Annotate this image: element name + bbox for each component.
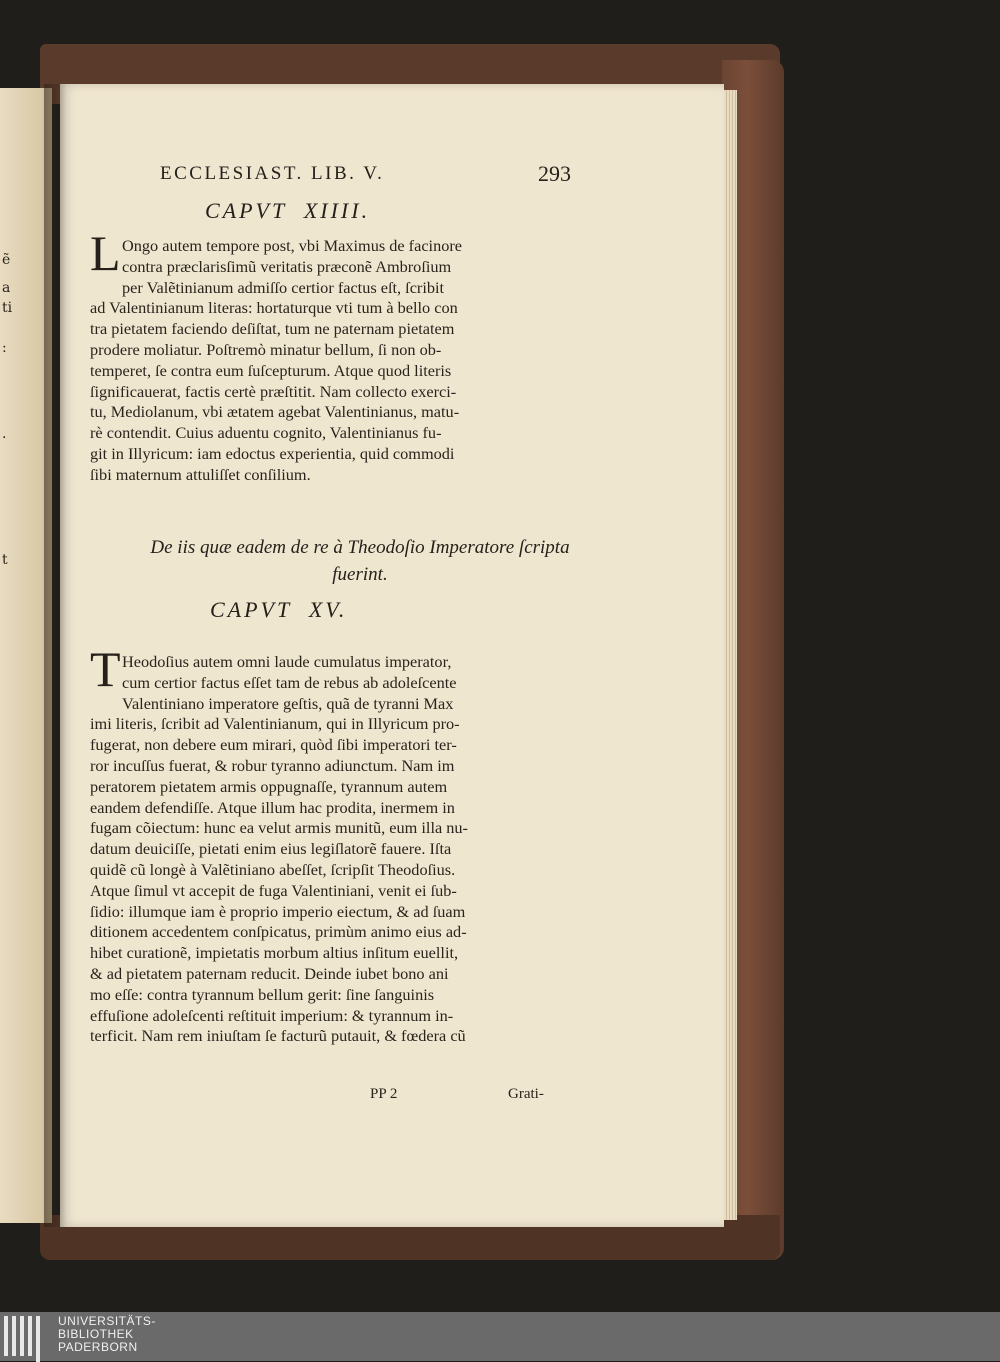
catchword: Grati- bbox=[508, 1086, 544, 1102]
text-line: Heodoſius autem omni laude cumulatus imperator, bbox=[122, 652, 452, 671]
text-line: ad Valentinianum literas: hortaturque vti tum à bello con bbox=[90, 298, 458, 318]
text-line: hibet curationẽ, impietatis morbum altius inſitum euellit, bbox=[90, 943, 459, 963]
left-page-fragment: : bbox=[2, 340, 7, 356]
library-name-line2: BIBLIOTHEK bbox=[58, 1327, 134, 1341]
page-number: 293 bbox=[538, 161, 571, 186]
text-line: fugam cõiectum: hunc ea velut armis munitũ, eum illa nu- bbox=[90, 818, 468, 838]
text-line: effuſione adoleſcenti reſtituit imperium: & tyrannum in- bbox=[90, 1005, 454, 1025]
text-line: datum deuiciſſe, pietati enim eius legiſlatorẽ fauere. Iſta bbox=[90, 839, 452, 859]
text-line: ditionem accedentem conſpicatus, primùm animo eius ad- bbox=[90, 922, 467, 942]
text-line: & ad pietatem paternam reducit. Deinde iubet bono ani bbox=[90, 963, 449, 983]
running-head-title: ECCLESIAST. LIB. V. bbox=[160, 163, 385, 184]
text-line: git in Illyricum: iam edoctus experientia, quid commodi bbox=[90, 443, 455, 463]
text-line: mo eſſe: contra tyrannum bellum gerit: ſine ſanguinis bbox=[90, 984, 435, 1004]
text-line: per Valẽtinianum admiſſo certior factus eſt, ſcribit bbox=[122, 277, 445, 297]
text-line: Ongo autem tempore post, vbi Maximus de facinore bbox=[122, 236, 463, 255]
left-page-fragment: ẽ bbox=[2, 252, 11, 268]
text-line: imi literis, ſcribit ad Valentinianum, qui in Illyricum pro- bbox=[90, 714, 460, 734]
text-line: Valentiniano imperatore geſtis, quã de tyranni Max bbox=[122, 693, 454, 713]
left-page-fragment: · bbox=[2, 430, 7, 446]
left-page-fragment: t bbox=[2, 552, 8, 568]
text-line: peratorem pietatem armis oppugnaſſe, tyrannum autem bbox=[90, 776, 448, 796]
chapter-15-title: De iis quæ eadem de re à Theodoſio Imperatore ſcripta fuerint. bbox=[150, 537, 570, 585]
text-line: ſidio: illumque iam è proprio imperio eiectum, & ad ſuam bbox=[90, 901, 466, 921]
text-line: cum certior factus eſſet tam de rebus ab adoleſcente bbox=[122, 672, 457, 692]
left-page-fragment: ti bbox=[2, 300, 13, 316]
library-name bbox=[58, 1315, 156, 1354]
left-page-fragment: a bbox=[2, 280, 11, 296]
library-name-line1: UNIVERSITÄTS- bbox=[58, 1314, 156, 1328]
spine-shadow bbox=[44, 84, 66, 1227]
text-line: Atque ſimul vt accepit de fuga Valentiniani, venit ei ſub- bbox=[90, 880, 457, 900]
text-line: ſibi maternum attuliſſet conſilium. bbox=[90, 464, 311, 484]
text-line: eandem defendiſſe. Atque illum hac prodita, inermem in bbox=[90, 797, 455, 817]
chapter-15-text bbox=[90, 652, 570, 1047]
text-line: ror incuſſus fuerat, & robur tyranno adiunctum. Nam im bbox=[90, 755, 455, 775]
signature-mark: PP 2 bbox=[370, 1086, 398, 1102]
library-logo-icon bbox=[4, 1316, 46, 1358]
text-line: rè contendit. Cuius aduentu cognito, Valentinianus fu- bbox=[90, 423, 442, 443]
chapter-heading-15: CAPVT XV. bbox=[210, 597, 348, 622]
library-name-line3: PADERBORN bbox=[58, 1340, 138, 1354]
text-line: prodere moliatur. Poſtremò minatur bellum, ſi non ob- bbox=[90, 339, 442, 359]
text-line: quidẽ cũ longè à Valẽtiniano abeſſet, ſcripſit Theodoſius. bbox=[90, 859, 456, 879]
text-line: temperet, ſe contra eum ſuſcepturum. Atque quod literis bbox=[90, 360, 452, 380]
chapter-14-text bbox=[90, 236, 570, 486]
chapter-heading-14: CAPVT XIIII. bbox=[205, 198, 371, 223]
text-line: tra pietatem faciendo deſiſtat, tum ne paternam pietatem bbox=[90, 319, 455, 339]
text-line: tu, Mediolanum, vbi ætatem agebat Valentinianus, matu- bbox=[90, 402, 460, 422]
drop-cap-t: T bbox=[90, 641, 121, 697]
text-line: terficit. Nam rem iniuſtam ſe facturũ putauit, & fœdera cũ bbox=[90, 1026, 466, 1046]
drop-cap-l: L bbox=[90, 225, 121, 281]
library-footer bbox=[0, 1312, 1000, 1361]
text-line: ſignificauerat, factis certè præſtitit. Nam collecto exerci- bbox=[90, 381, 457, 401]
text-line: contra præclarisſimũ veritatis præconẽ Ambroſium bbox=[122, 256, 452, 276]
running-head bbox=[160, 163, 580, 185]
text-line: fugerat, non debere eum mirari, quòd ſibi imperatori ter- bbox=[90, 735, 457, 755]
